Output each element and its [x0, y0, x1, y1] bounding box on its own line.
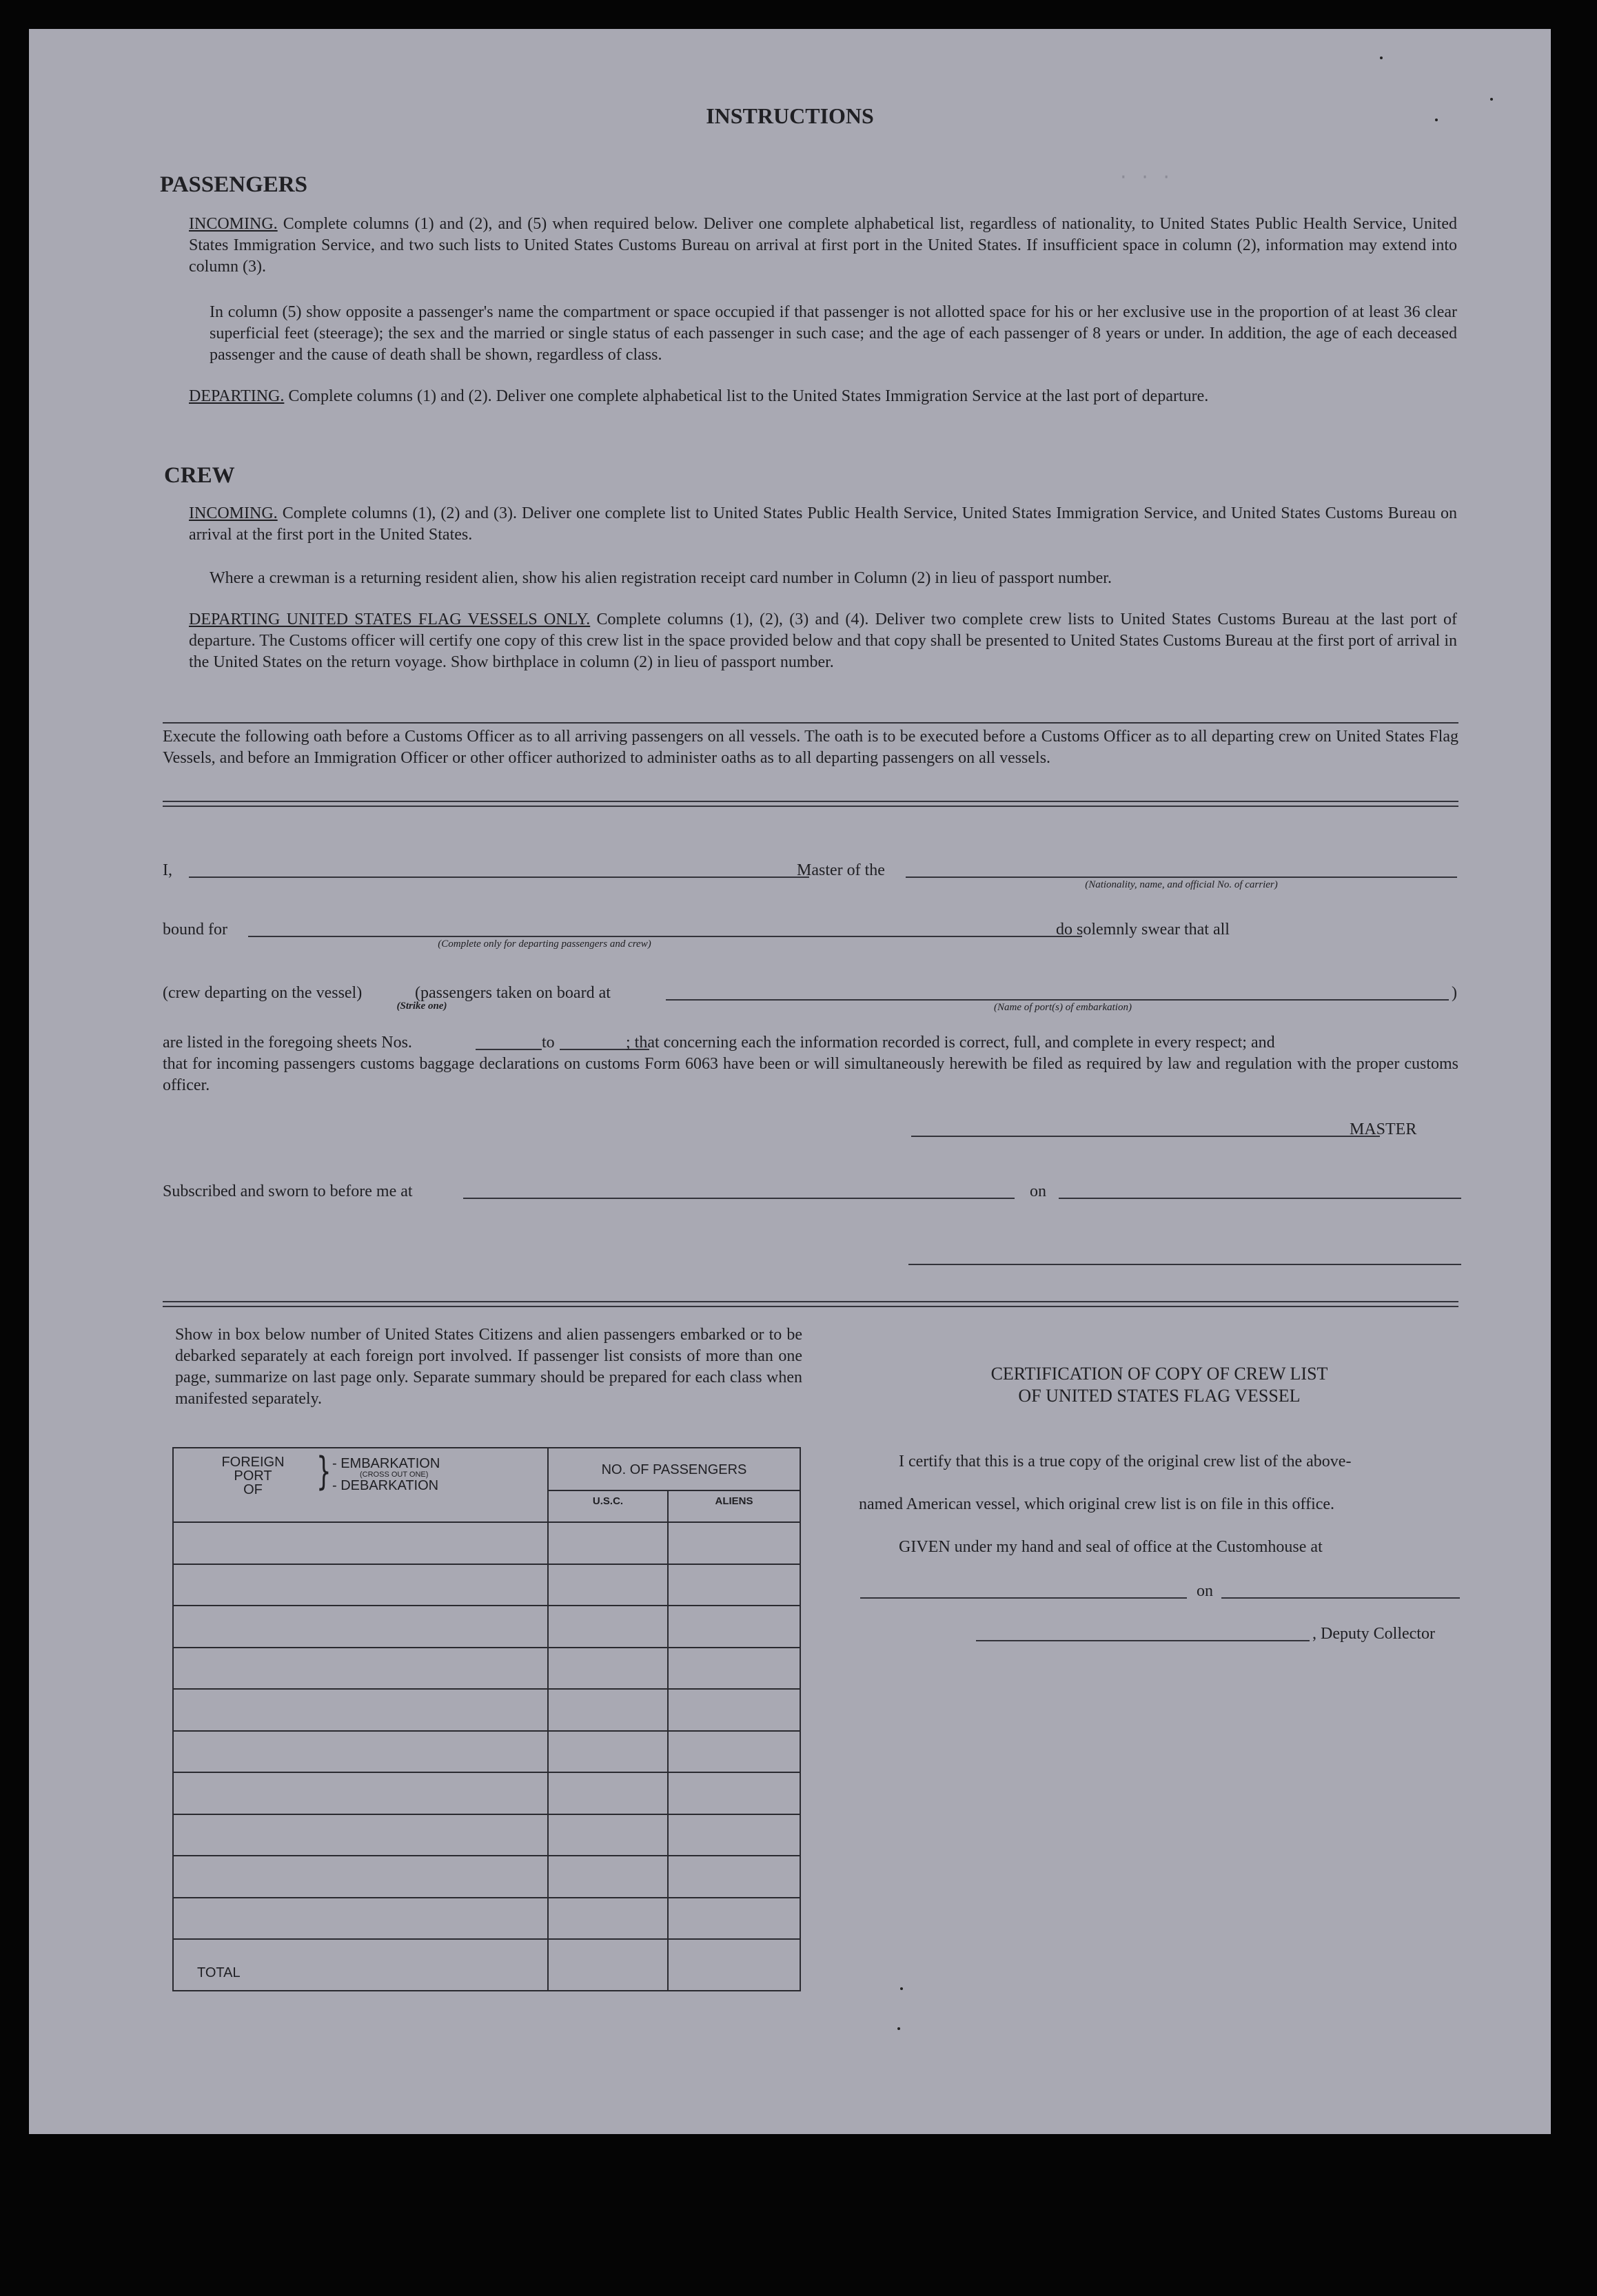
- foreign-port-of-header: [194, 1455, 312, 1497]
- of-word: OF: [243, 1482, 263, 1497]
- bound-for-field[interactable]: [248, 936, 1082, 937]
- subscribed-label: Subscribed and sworn to before me at: [163, 1182, 413, 1200]
- port-caption: (Name of port(s) of embarkation): [994, 1002, 1132, 1013]
- passenger-summary-table: [172, 1447, 801, 1991]
- master-label: MASTER: [1350, 1120, 1417, 1138]
- listed-text-b: ; that concerning each the information recorded is correct, full, and complete in every respect; and: [626, 1034, 1275, 1052]
- crew-incoming-text: Complete columns (1), (2) and (3). Deliver one complete list to United States Public Health Service, United States Immigration Service, and United States Customs Bureau on arrival at the first port in the United States.: [189, 504, 1457, 544]
- table-row[interactable]: [172, 1564, 800, 1565]
- crew-departing-text: Complete columns (1), (2), (3) and (4). Deliver two complete crew lists to United States Customs Bureau at the last port of departure. The Customs officer will certify one copy of this crew list in the space provided below and that copy shall be presented to United States Customs Bureau at the first port of arrival in the United States on the return voyage. Show birthplace in column (2) in lieu of passport number.: [189, 611, 1457, 671]
- bound-for-label: bound for: [163, 921, 227, 939]
- speck: [897, 2027, 900, 2030]
- deputy-signature-field[interactable]: [976, 1640, 1310, 1641]
- cross-out-caption: (CROSS OUT ONE): [360, 1470, 429, 1479]
- brace-icon: }: [316, 1449, 332, 1494]
- passengers-heading: PASSENGERS: [160, 172, 307, 197]
- table-row[interactable]: [172, 1772, 800, 1773]
- passengers-incoming-paragraph: [189, 214, 1457, 278]
- crew-incoming-paragraph: [189, 503, 1457, 546]
- table-row[interactable]: [172, 1897, 800, 1898]
- passengers-incoming-label: INCOMING.: [189, 215, 278, 233]
- passengers-departing-label: DEPARTING.: [189, 387, 285, 405]
- certify-text-2: named American vessel, which original crew list is on file in this office.: [859, 1495, 1335, 1513]
- table-row[interactable]: [172, 1938, 800, 1940]
- speck: [1380, 57, 1383, 59]
- deputy-collector-label: , Deputy Collector: [1312, 1625, 1435, 1643]
- table-row[interactable]: [172, 1855, 800, 1856]
- listed-to-label: to: [542, 1034, 555, 1052]
- table-row[interactable]: [172, 1730, 800, 1732]
- crew-departing-paragraph: [189, 609, 1457, 673]
- listed-text-a: are listed in the foregoing sheets Nos.: [163, 1034, 412, 1052]
- certify-text-1: I certify that this is a true copy of the original crew list of the above-: [899, 1453, 1352, 1470]
- crew-departing-option[interactable]: (crew departing on the vessel): [163, 984, 363, 1002]
- summary-instructions: Show in box below number of United States Citizens and alien passengers embarked or to be debarked separately at each foreign port involved. If passenger list consists of more than one page, summarize on last page only. Separate summary should be prepared for each class when manifested separately.: [175, 1326, 802, 1408]
- bound-for-caption: (Complete only for departing passengers and crew): [438, 939, 651, 950]
- divider: [163, 722, 1458, 724]
- subscribed-place-field[interactable]: [463, 1198, 1015, 1199]
- oath-i-label: I,: [163, 861, 172, 879]
- master-of-the-label: Master of the: [797, 861, 885, 879]
- given-text: GIVEN under my hand and seal of office at the Customhouse at: [899, 1538, 1323, 1556]
- certification-on-label: on: [1197, 1582, 1213, 1600]
- passengers-taken-option[interactable]: (passengers taken on board at: [415, 984, 611, 1002]
- no-of-passengers-header: NO. OF PASSENGERS: [601, 1462, 747, 1477]
- table-row[interactable]: [172, 1814, 800, 1815]
- strike-one-caption: (Strike one): [396, 1001, 447, 1012]
- passengers-incoming-text: Complete columns (1) and (2), and (5) when required below. Deliver one complete alphabetical list, regardless of nationality, to United States Public Health Service, United States Immigration Service, and two such lists to United States Customs Bureau on arrival at first port in the United States. If insufficient space in column (2), information may extend into column (3).: [189, 215, 1457, 276]
- double-divider: [163, 1301, 1458, 1307]
- sheet-from-field[interactable]: [476, 1049, 542, 1050]
- customhouse-field[interactable]: [860, 1597, 1187, 1599]
- table-header-rule: [547, 1490, 800, 1491]
- carrier-caption: (Nationality, name, and official No. of carrier): [1085, 879, 1278, 890]
- crew-heading: CREW: [164, 463, 235, 488]
- listed-text-c: that for incoming passengers customs baggage declarations on customs Form 6063 have been or will simultaneously herewith be filed as required by law and regulation with the proper customs officer.: [163, 1055, 1458, 1094]
- port-of-embarkation-field[interactable]: [666, 999, 1449, 1001]
- table-row[interactable]: [172, 1647, 800, 1648]
- crew-incoming-label: INCOMING.: [189, 504, 278, 522]
- bleed-through-mark: · · ·: [1118, 167, 1172, 187]
- debarkation-label: - DEBARKATION: [332, 1478, 439, 1493]
- page-title: INSTRUCTIONS: [706, 103, 874, 128]
- close-paren: ): [1452, 984, 1457, 1002]
- certification-date-field[interactable]: [1221, 1597, 1460, 1599]
- officer-signature-field[interactable]: [908, 1264, 1461, 1265]
- speck: [900, 1987, 903, 1990]
- usc-header: U.S.C.: [592, 1495, 624, 1507]
- total-label: TOTAL: [197, 1965, 241, 1980]
- certification-title-2: OF UNITED STATES FLAG VESSEL: [1018, 1386, 1301, 1406]
- table-row[interactable]: [172, 1521, 800, 1523]
- crew-departing-label: DEPARTING UNITED STATES FLAG VESSELS ONLY.: [189, 611, 591, 628]
- carrier-field[interactable]: [906, 877, 1457, 878]
- passengers-column5-paragraph: In column (5) show opposite a passenger's name the compartment or space occupied if that passenger is not allotted space for his or her exclusive use in the proportion of at least 36 clear superficial feet (steerage); the sex and the married or single status of each passenger in such case; and the age of each passenger of 8 years or under. In addition, the age of each deceased passenger and the cause of death shall be shown, regardless of class.: [210, 303, 1457, 364]
- table-row[interactable]: [172, 1605, 800, 1606]
- passengers-departing-paragraph: [189, 386, 1457, 407]
- master-name-field[interactable]: [189, 877, 809, 878]
- subscribed-on-label: on: [1030, 1182, 1046, 1200]
- swear-text: do solemnly swear that all: [1056, 921, 1230, 939]
- table-divider: [547, 1447, 549, 1990]
- double-divider: [163, 801, 1458, 807]
- crew-alien-paragraph: Where a crewman is a returning resident alien, show his alien registration receipt card number in Column (2) in lieu of passport number.: [210, 569, 1112, 587]
- embarkation-label: - EMBARKATION: [332, 1456, 440, 1471]
- foreign-word: FOREIGN: [221, 1455, 285, 1470]
- aliens-header: ALIENS: [715, 1495, 753, 1507]
- oath-intro: Execute the following oath before a Customs Officer as to all arriving passengers on all vessels. The oath is to be executed before a Customs Officer as to all departing crew on United States Flag Vessels, and before an Immigration Officer or other officer authorized to administer oaths as to all departing passengers on all vessels.: [163, 728, 1458, 767]
- table-row[interactable]: [172, 1688, 800, 1690]
- certification-title-1: CERTIFICATION OF COPY OF CREW LIST: [990, 1364, 1328, 1384]
- passengers-departing-text: Complete columns (1) and (2). Deliver one complete alphabetical list to the United States Immigration Service at the last port of departure.: [288, 387, 1209, 405]
- port-word: PORT: [234, 1468, 272, 1484]
- master-signature-field[interactable]: [911, 1136, 1380, 1137]
- document-page: [29, 29, 1551, 2134]
- speck: [1490, 98, 1493, 101]
- subscribed-date-field[interactable]: [1059, 1198, 1461, 1199]
